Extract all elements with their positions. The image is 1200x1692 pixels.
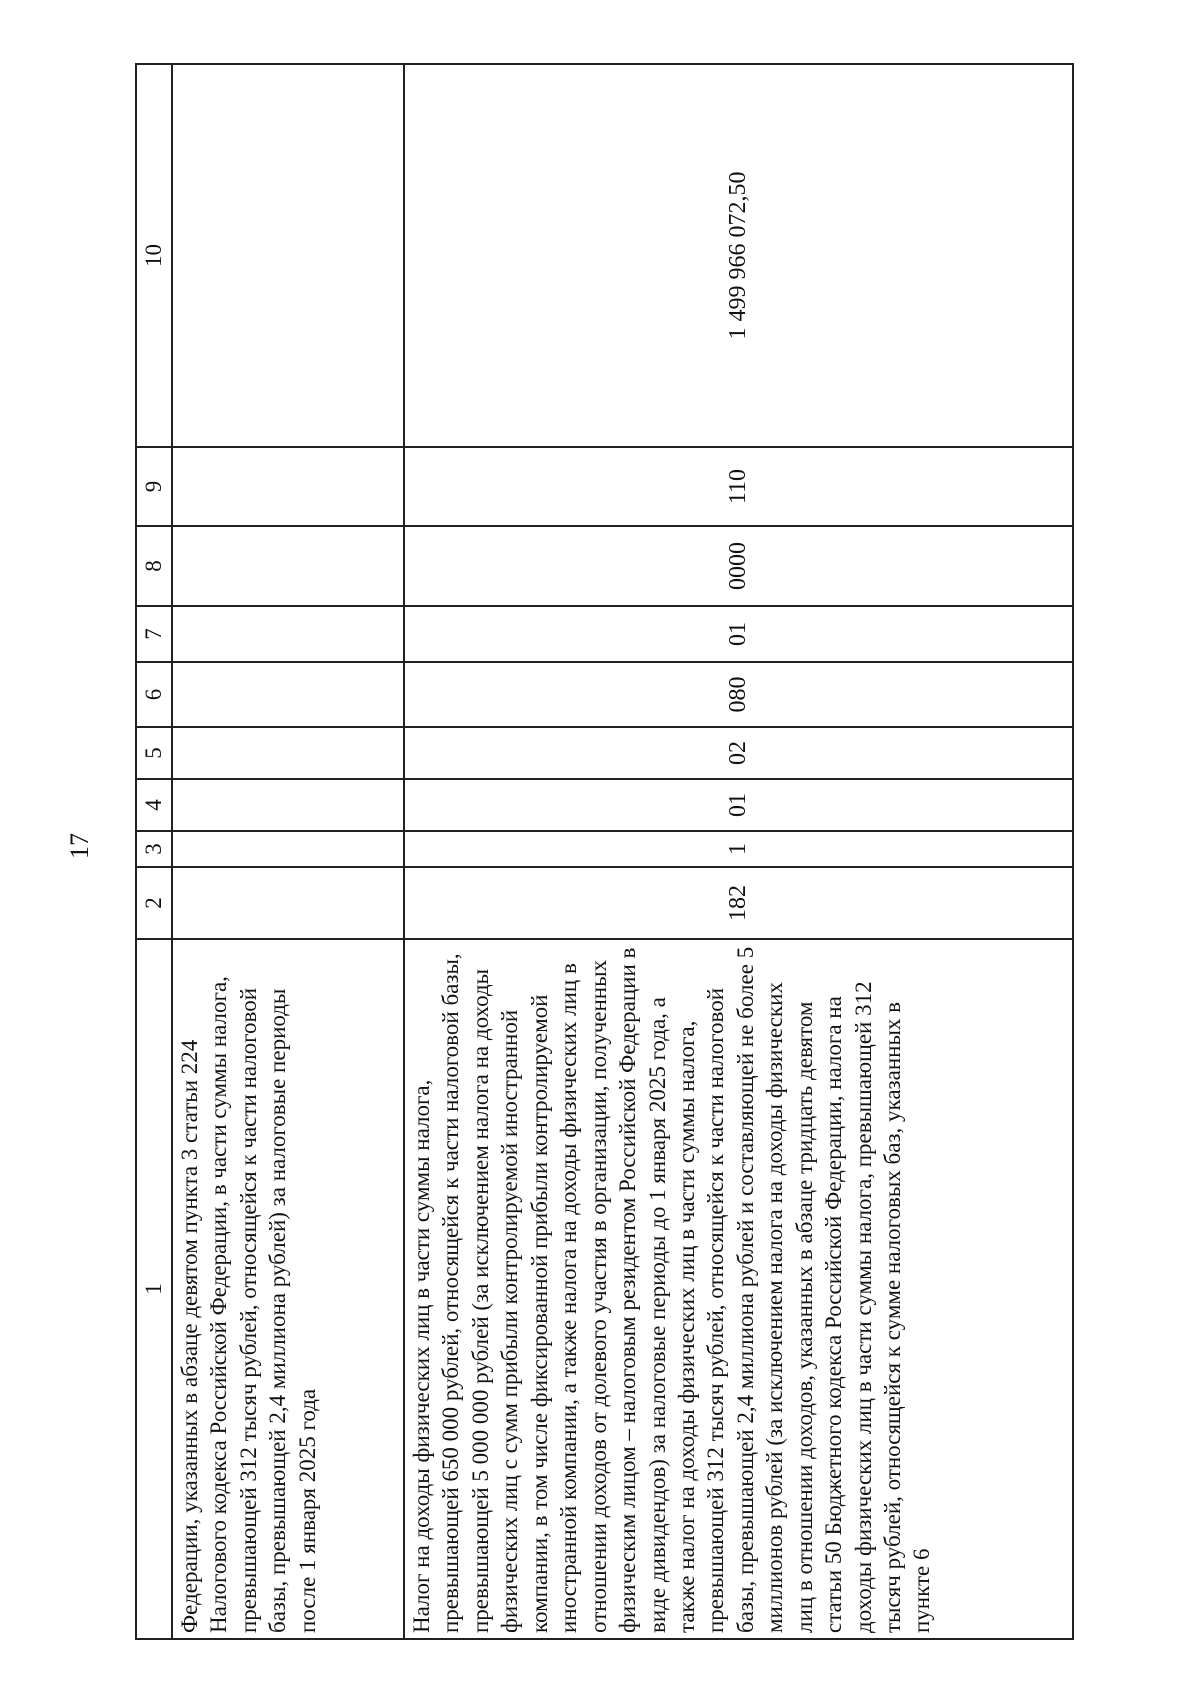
cell-program-code: 0000 [404,526,1073,606]
cell-economic-code [172,447,404,526]
column-header-1: 1 [136,939,172,1639]
table-row [404,64,1073,1639]
cell-admin-code [172,867,404,939]
column-header-9: 9 [136,447,172,526]
column-header-5: 5 [136,727,172,779]
column-header-7: 7 [136,606,172,662]
cell-subarticle-code: 080 [404,662,1073,727]
cell-subgroup-code [172,779,404,831]
cell-amount [172,64,404,447]
cell-program-code [172,526,404,606]
budget-revenue-table [135,63,1074,1640]
cell-amount: 1 499 966 072,50 [404,64,1073,447]
cell-subgroup-code: 01 [404,779,1073,831]
cell-element-code [172,606,404,662]
cell-group-code [172,831,404,867]
column-header-8: 8 [136,526,172,606]
cell-article-code: 02 [404,727,1073,779]
column-header-10: 10 [136,64,172,447]
budget-table-container [135,65,1070,1640]
page-number: 17 [65,833,94,859]
column-header-3: 3 [136,831,172,867]
column-header-6: 6 [136,662,172,727]
header-row [136,64,172,1639]
cell-subarticle-code [172,662,404,727]
cell-admin-code: 182 [404,867,1073,939]
column-header-2: 2 [136,867,172,939]
table-row [172,64,404,1639]
row-description: Налог на доходы физических лиц в части суммы налога, превышающей 650 000 рублей, относящейся к части налоговой базы, превышающей 5 000 000 рублей (за исключением налога на доходы физических лиц с сумм прибыли контролируемой иностранной компании, в том числе фиксированной прибыли контролируемой иностранной компании, а также налога на доходы физических лиц в отношении доходов от долевого участия в организации, полученных физическим лицом – налоговым резидентом Российской Федерации в виде дивидендов) за налоговые периоды до 1 января 2025 года, а также налог на доходы физических лиц в части суммы налога, превышающей 312 тысяч рублей, относящейся к части налоговой базы, превышающей 2,4 миллиона рублей и составляющей не более 5 миллионов рублей (за исключением налога на доходы физических лиц в отношении доходов, указанных в абзаце тридцать девятом статьи 50 Бюджетного кодекса Российской Федерации, налога на доходы физических лиц в части суммы налога, превышающей 312 тысяч рублей, относящейся к сумме налоговых баз, указанных в пункте 6 [404,939,1073,1639]
row-description: Федерации, указанных в абзаце девятом пункта 3 статьи 224 Налогового кодекса Российской Федерации, в части суммы налога, превышающей 312 тысяч рублей, относящейся к части налоговой базы, превышающей 2,4 миллиона рублей) за налоговые периоды после 1 января 2025 года [172,939,404,1639]
column-header-4: 4 [136,779,172,831]
cell-article-code [172,727,404,779]
cell-group-code: 1 [404,831,1073,867]
cell-element-code: 01 [404,606,1073,662]
cell-economic-code: 110 [404,447,1073,526]
